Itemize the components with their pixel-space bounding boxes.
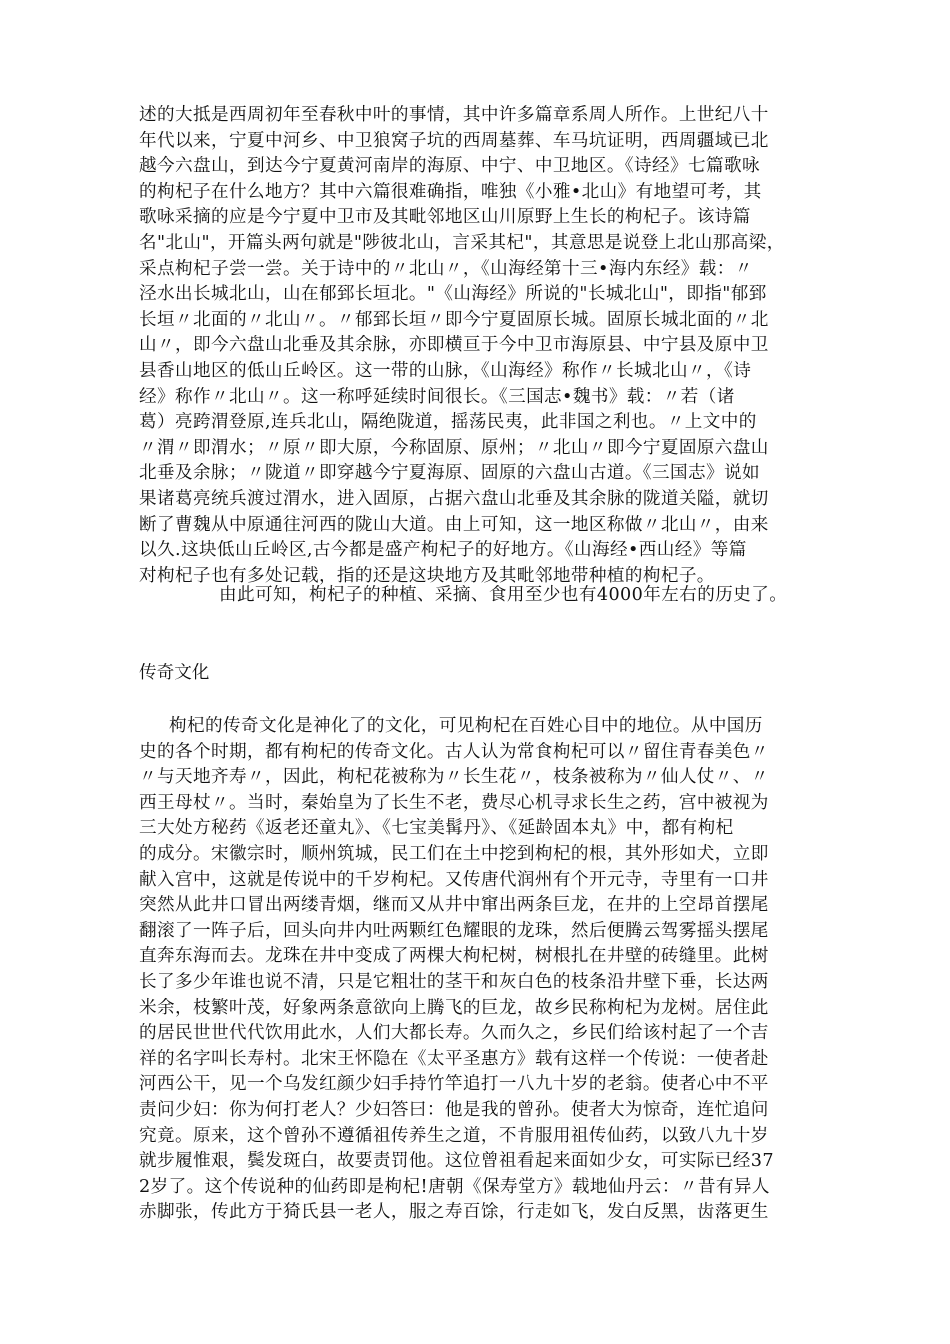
text-line: 西王母杖〃。当时，秦始皇为了长生不老，费尽心机寻求长生之药，宫中被视为 (139, 792, 769, 813)
text-line: 越今六盘山，到达今宁夏黄河南岸的海原、中宁、中卫地区。《诗经》七篇歌咏 (139, 156, 760, 177)
text-line: 枸杞的传奇文化是神化了的文化，可见枸杞在百姓心目中的地位。从中国历 (169, 716, 763, 736)
text-line: 年代以来，宁夏中河乡、中卫狼窝子坑的西周墓葬、车马坑证明，西周疆域已北 (139, 130, 769, 151)
text-line: 就步履惟艰，鬓发斑白，故要责罚他。这位曾祖看起来面如少女，可实际已经37 (139, 1151, 774, 1172)
text-line: 翻滚了一阵子后，回头向井内吐两颗红色耀眼的龙珠，然后便腾云驾雾摇头摆尾 (139, 920, 769, 941)
text-line: 断了曹魏从中原通往河西的陇山大道。由上可知，这一地区称做〃北山〃，由来 (139, 514, 769, 535)
text-line: 究竟。原来，这个曾孙不遵循祖传养生之道，不肯服用祖传仙药，以致八九十岁 (139, 1125, 769, 1146)
text-line: 献入宫中，这就是传说中的千岁枸杞。又传唐代润州有个开元寺，寺里有一口井 (139, 869, 769, 890)
text-line: 突然从此井口冒出两缕青烟，继而又从井中窜出两条巨龙，在井的上空昂首摆尾 (139, 895, 769, 916)
text-line: 采点枸杞子尝一尝。关于诗中的〃北山〃，《山海经第十三•海内东经》载：〃 (139, 258, 753, 279)
section-heading: 传奇文化 (139, 663, 210, 683)
text-line: 述的大抵是西周初年至春秋中叶的事情，其中许多篇章系周人所作。上世纪八十 (139, 105, 769, 125)
text-line: 名"北山"，开篇头两句就是"陟彼北山，言采其杞"，其意思是说登上北山那高梁， (139, 233, 785, 253)
text-line: 的居民世世代代饮用此水，人们大都长寿。久而久之，乡民们给该村起了一个吉 (139, 1023, 769, 1044)
text-line: 2岁了。这个传说种的仙药即是枸杞!唐朝《保寿堂方》载地仙丹云：〃昔有异人 (139, 1176, 770, 1197)
text-line: 的枸杞子在什么地方？其中六篇很难确指，唯独《小雅•北山》有地望可考，其 (139, 181, 762, 202)
text-line: 河西公干，见一个乌发红颜少妇手持竹竿追打一八九十岁的老翁。使者心中不平 (139, 1074, 769, 1095)
text-line: 直奔东海而去。龙珠在井中变成了两棵大枸杞树，树根扎在井壁的砖缝里。此树 (139, 946, 769, 967)
text-line: 歌咏采摘的应是今宁夏中卫市及其毗邻地区山川原野上生长的枸杞子。该诗篇 (139, 207, 751, 228)
text-line: 葛）亮跨渭登原,连兵北山，隔绝陇道，摇荡民夷，此非国之利也。〃上文中的 (139, 412, 757, 433)
text-line: 祥的名字叫长寿村。北宋王怀隐在《太平圣惠方》载有这样一个传说：一使者赴 (139, 1048, 769, 1069)
text-line: 三大处方秘药《返老还童丸》、《七宝美髯丹》、《延龄固本丸》中，都有枸杞 (139, 818, 734, 839)
text-line: 长了多少年谁也说不清，只是它粗壮的茎干和灰白色的枝条沿井壁下垂，长达两 (139, 972, 769, 992)
text-line: 以久.这块低山丘岭区,古今都是盛产枸杞子的好地方。《山海经•西山经》等篇 (139, 540, 747, 561)
text-line: 米余，枝繁叶茂，好象两条意欲向上腾飞的巨龙，故乡民称枸杞为龙树。居住此 (139, 997, 769, 1018)
text-line: 果诸葛亮统兵渡过渭水，进入固原，占据六盘山北垂及其余脉的陇道关隘，就切 (139, 489, 769, 509)
text-line: 长垣〃北面的〃北山〃。〃郁郅长垣〃即今宁夏固原长城。固原长城北面的〃北 (139, 309, 769, 330)
text-line: 责问少妇：你为何打老人？少妇答曰：他是我的曾孙。使者大为惊奇，连忙追问 (139, 1100, 769, 1120)
text-line: 〃与天地齐寿〃，因此，枸杞花被称为〃长生花〃，枝条被称为〃仙人仗〃、〃 (139, 767, 769, 788)
text-line: 〃渭〃即渭水；〃原〃即大原，今称固原、原州；〃北山〃即今宁夏固原六盘山 (139, 437, 769, 458)
text-line: 经》称作〃北山〃。这一称呼延续时间很长。《三国志•魏书》载：〃若（诸 (139, 386, 735, 407)
text-line: 赤脚张，传此方于猗氏县一老人，服之寿百馀，行走如飞，发白反黑，齿落更生 (139, 1202, 769, 1223)
text-line: 山〃，即今六盘山北垂及其余脉，亦即横亘于今中卫市海原县、中宁县及原中卫 (139, 335, 769, 356)
text-line: 的成分。宋徽宗时，顺州筑城，民工们在土中挖到枸杞的根，其外形如犬，立即 (139, 844, 769, 864)
text-line: 县香山地区的低山丘岭区。这一带的山脉，《山海经》称作〃长城北山〃，《诗 (139, 361, 752, 381)
text-line: 史的各个时期，都有枸杞的传奇文化。古人认为常食枸杞可以〃留住青春美色〃 (139, 741, 769, 762)
text-line: 对枸杞子也有多处记载，指的还是这块地方及其毗邻地带种植的枸杞子。 (139, 565, 715, 586)
text-line: 泾水出长城北山，山在郁郅长垣北。"《山海经》所说的"长城北山"，即指"郁郅 (139, 284, 767, 305)
text-line: 北垂及余脉；〃陇道〃即穿越今宁夏海原、固原的六盘山古道。《三国志》说如 (139, 463, 760, 484)
closing-paragraph: 由此可知，枸杞子的种植、采摘、食用至少也有4000年左右的历史了。 (219, 585, 788, 605)
